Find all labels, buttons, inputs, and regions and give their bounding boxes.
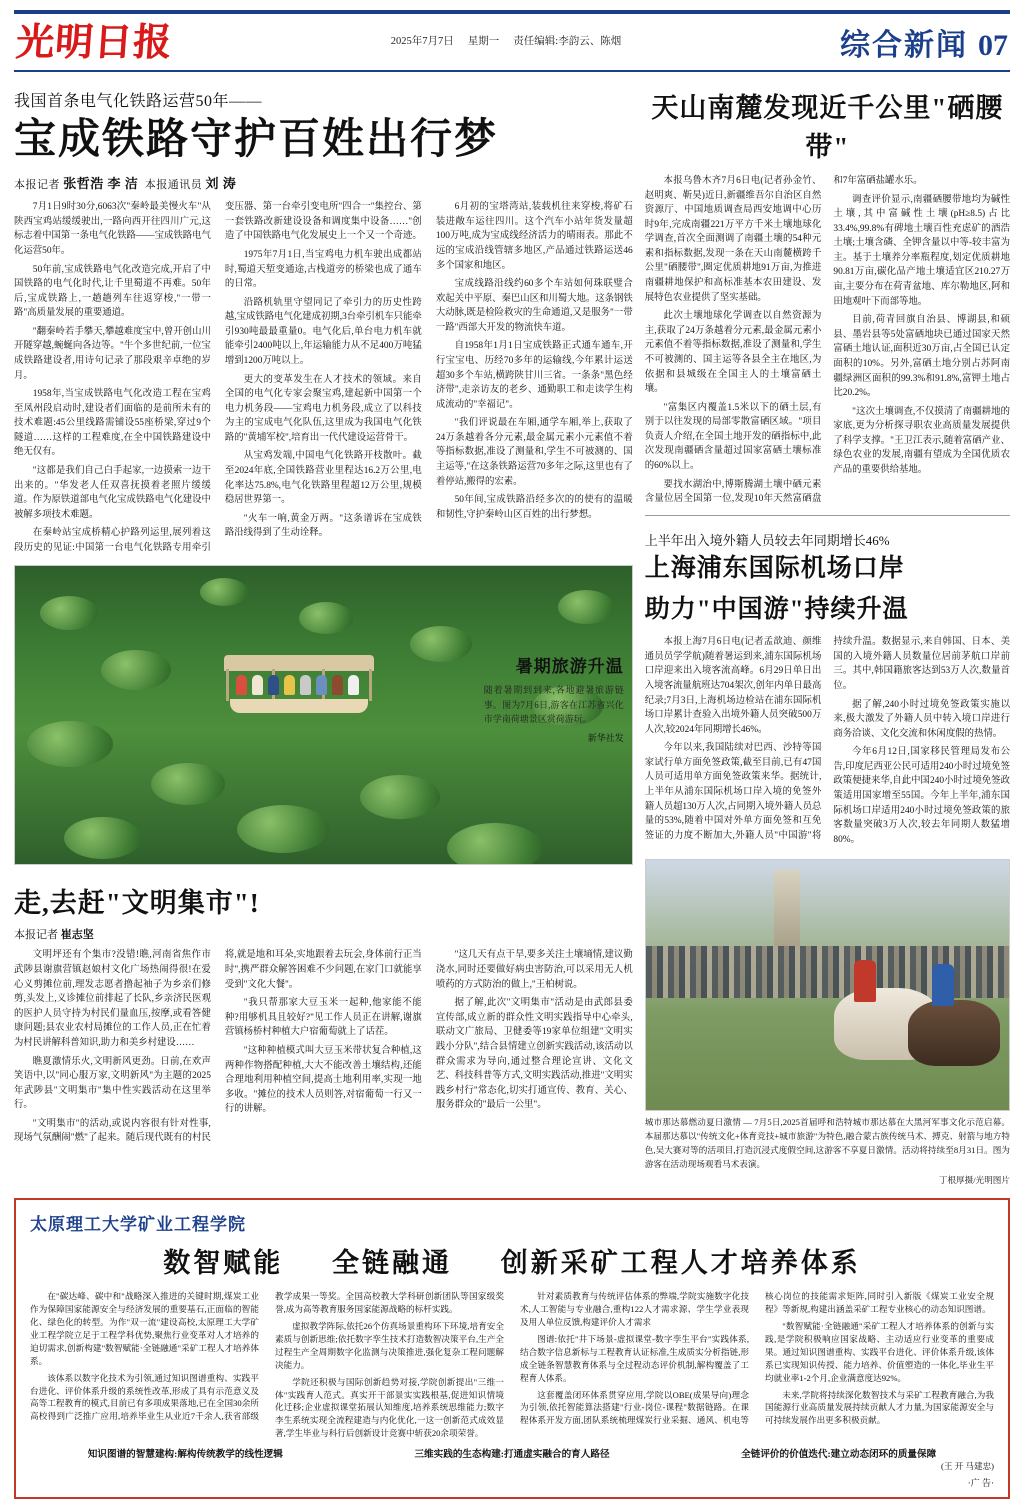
lead-p: "火车一响,黄金万两。"这条谱诉在宝成铁路沿线得到了生动诠释。 [224, 513, 422, 539]
airport-headline-line1: 上海浦东国际机场口岸 [644, 554, 905, 582]
ad-title-part-1: 数智赋能 [163, 1248, 284, 1279]
airport-p: 本报上海7月6日电(记者孟歆迪、颜维通员员学学航)随着暑运到来,浦东国际机场口岸迎来出入境客流高峰。6月29日单日出入境客流量航班达704架次,创年内单日最高纪录;7月3日,上海机场边检站在浦东国际机场口岸累计查验入出境外籍人员突破500万人次,较2024年同期增长46%。 [644, 637, 822, 735]
advertorial-subheads [30, 1446, 994, 1460]
lead-p: 在秦岭站宝成桥精心护路列运里,展列着这段历史的见证:中国第一台电气化铁路专用牵引变压器、第一台牵引变电所"四合一"集控台、第一套铁路改新建设设备和调度集中设备……"创造了中国铁路电气化发展史上一个又一个奇迹。 [14, 202, 422, 553]
horse-dark [908, 1000, 1000, 1066]
article2-p: "文明集市"的活动,或说内容很有针对性事,现场气氛酬闹"燃"了起来。随后现代既有的村民将,就是地和耳朵,实地跟着去玩会,身体前行正当时",携严群众解答困难不少问题,在家门口就能享受到"文化大餐"。 [14, 950, 422, 1144]
left-column [14, 82, 633, 1186]
issue-weekday: 星期一 [467, 35, 500, 47]
lead-byline [14, 173, 633, 192]
masthead-left [16, 24, 172, 62]
issue-date: 2025年7月7日 [390, 35, 454, 47]
airport-headline-line2: 助力"中国游"持续升温 [644, 595, 909, 623]
tour-boat [224, 655, 374, 717]
article2-p: "我只帮那家大豆玉米一起种,他家能不能种?用够机具且较好?"见工作人员正在讲解,谢旗营镇杨桥村种植大户宿葡萄就上了话茬。 [224, 998, 422, 1038]
photo1-caption [484, 652, 624, 743]
article2-byline-prefix: 本报记者 [14, 929, 58, 942]
page-number: 07 [978, 29, 1008, 62]
photo1-source: 新华社发 [587, 732, 624, 743]
airport-p: 今年6月12日,国家移民管理局发布公告,印度尼西亚公民可适用240小时过境免签政策便捷来华,自此中国240小时过境免签政策适用国家增至55国。今年上半年,浦东国际机场口岸适用240小时过境免签政策的旅客数量突破3万人次,较去年同期人数猛增80%。 [833, 747, 1010, 845]
ad-subhead: 全链评价的价值迭代:建立动态闭环的质量保障 [741, 1449, 937, 1461]
airport-kicker: 上半年出入境外籍人员较去年同期增长46% [644, 532, 890, 548]
article2-p: 瞧夏激情乐火,文明新风更劲。日前,在欢声笑语中,以"同心服万家,文明新风"为主题的2025年武陟县"文明集市"集中性实践活动在这里举行。 [14, 1056, 211, 1111]
article2-body [14, 948, 633, 1146]
selenium-body [645, 174, 1010, 507]
lead-p: "这都是我们自己白手起家,一边摸索一边干出来的。"华发老人任双喜抚摸着老照片缓缓道。作为原铁道部电气化宝成铁路电气化建设中被解多项技术难题。 [14, 466, 211, 520]
lead-p: 6月初的宝塔湾站,装载机往来穿梭,将矿石装进敞车运往四川。这个汽车小站年货发量超100万吨,成为宝成线经济活力的晴雨表。那此不远的宝成沿线管辖多地区,产品通过铁路运送46多个国家和地区。 [435, 202, 633, 271]
selenium-p: "富集区内覆盖1.5米以下的硒土层,有别于以往发现的局部零散富硒区域。"项目负责人介绍,在全国土地开发的硒指标中,此次发现南疆硒含量超过国家富硒土壤标准的60%以上。 [644, 402, 822, 471]
selenium-p: 要找水湖治中,博斯腾湖土壤中硒元素含量位居全国第一位,发现10年天然富硒盘和7年富硒盐罐水乐。 [644, 176, 923, 505]
masthead-section [840, 20, 1008, 66]
rider-blue [932, 964, 954, 1006]
selenium-headline: 天山南麓发现近千公里"硒腰带" [651, 93, 1004, 162]
byline-names: 张哲浩 李 洁 [63, 176, 139, 192]
lotus-pond-photo [14, 565, 633, 865]
masthead-meta [391, 33, 621, 54]
lead-p: 50年前,宝成铁路电气化改造完成,开启了中国铁路的电气化时代,让千里蜀道不再难。50年后,宝成铁路上,一趟趟列车往返穿梭,"一带一路"高质量发展的重要通道。 [14, 264, 211, 319]
byline-corr-label: 本报通讯员 [144, 179, 203, 192]
right-column [645, 82, 1010, 1186]
ad-p: 未来,学院将持续深化数智技术与采矿工程教育融合,为我国能源行业高质量发展持续贡献人才力量,为国家能源安全与可持续发展作出更多积极贡献。 [765, 1389, 994, 1426]
ad-p: 在"碳达峰、碳中和"战略深入推进的关键时期,煤炭工业作为保障国家能源安全与经济发展的重要基石,正面临的智能化、绿色化的转型。为作"双一流"建设高校,太原理工大学矿业工程学院立足于工程学科优势,聚焦行业变革对人才培养的迫切需求,创新构建"数智赋能·全链融通"采矿工程人才培养体系。 [30, 1291, 259, 1366]
byline-prefix: 本报记者 [14, 179, 60, 192]
article2-headline: 走,去赶"文明集市"! [14, 888, 260, 919]
article2-p: 据了解,此次"文明集市"活动是由武郎县委宣传部,成立新的群众性文明实践指导中心牵头,联动文广旅局、卫健委等19家单位组建"文明实践小分队",结合县情建立创新实践活动,该活动以群众需求为导向,通过整合理论宣讲、文化文艺、科技科普等方式,文明实践活动,推进"文明实践乡村行"常态化,切实打通宣传、教育、关心、服务群众的"最后一公里"。 [435, 998, 633, 1111]
advertorial-signature: (王 开 马建忠) [941, 1461, 994, 1472]
article2-p: 文明坪还有个集市?没错!瞧,河南省焦作市武陟县谢旗营镇赵娘村文化广场热闹得很!在爱心义剪摊位前,理发志愿者撸起袖子为乡亲们修剪,头发上,义诊摊位前排起了长队,乡亲济民医观的医护人员守持为村民们量血压,按摩,或看答健康问题;县农业农村局摊位的工作人员,正在忙着为村民讲解科普知识,助力和美乡村建设…… [14, 950, 211, 1048]
airport-p: 据了解,240小时过境免签政策实施以来,极大激发了外籍人员中转入境口岸进行商务洽谈、文化交流和休闲度假的热情。 [833, 699, 1010, 739]
lead-p: 更大的变革发生在人才技术的领域。来自全国的电气化专家会聚宝鸡,建起新中国第一个电力机务段——宝鸡电力机务段,成立了以科技为主的宝成电气化队伍,这里成为我国电气化铁路的"黄埔军校",培育出一代代建设运营骨干。 [224, 374, 422, 443]
lead-p: 自1958年1月1日宝成铁路正式通车通车,开行宝宝电、历经70多年的运输线,今年累计运送超30多个车站,横跨陕甘川三省。一条条"黑色经济带",走亲访友的老乡、通勤职工和走读学生构成流动的"幸福记"。 [435, 341, 633, 410]
section-divider [645, 515, 1010, 516]
ad-p: 虚拟教学阵际,依托26个仿真场景重构环下环境,培育安全素质与创新思维;依托数字孪生技术打造数智决策平台,生产全过程生产全周期数字化监测与决策推进,强化复杂工程问题解决能力。 [275, 1321, 504, 1370]
article2-p: "这种种植模式叫大豆玉米带状复合种植,这两种作物搭配种植,大大不能改善土壤结构,还能合理地利用种植空间,提高土地利用率,实现一地多收。"摊位的技术人员则答,对宿葡萄一行又一行的讲解。 [224, 1045, 422, 1115]
lead-p: 1958年,当宝成铁路电气化改造工程在宝鸡至凤州段启动时,建设者们面临的是前所未有的技术难题:45公里线路需铺设55座桥梁,穿过9个隧道……这样的工程难度,在全中国铁路建设中绝无仅有。 [14, 389, 211, 458]
photo1-caption-body: 随着暑期到到来,各地避暑旅游链事。图为7月6日,游客在江苏省兴化市学南荷塘景区赏荷游玩。 [483, 685, 624, 725]
crowd-band [646, 946, 1009, 998]
byline-corr: 刘 涛 [205, 176, 237, 192]
newspaper-page [0, 10, 1024, 1489]
lead-p: 50年间,宝成铁路沿经多次的的使有的温暖和韧性,守护秦岭山区百姓的出行梦想。 [435, 495, 633, 520]
section-title: 综合新闻 [840, 29, 968, 62]
airport-body [645, 635, 1010, 847]
article2-byline-names: 崔志坚 [60, 929, 94, 942]
rider-red [854, 960, 876, 1002]
ad-p: 学院还积极与国际创新趋势对接,学院创新提出"三维一体"实践育人范式。真实开干部景实实践根基,促进知识情境化迁移;企业虚拟课堂拓展认知维度,培养系统思维能力;数字李生系统实现全流程建造与内化优化,一这一创新范式成效显著,学生毕业与科行后创新设计竞赛中斩获20余项荣誉。 [275, 1376, 504, 1439]
ad-title-part-3: 创新采矿工程人才培养体系 [500, 1248, 861, 1279]
lead-p: 沿路机轨里守望同记了牵引力的历史性跨越,宝成铁路电气化建成初期,3台牵引机车只能牵引930吨最最重量0。电气化后,单台电力机车就能牵引2400吨以上,年运输能力从不足400万吨猛增到1200万吨以上。 [224, 297, 422, 366]
advertorial-footer: ·广 告· [967, 1478, 994, 1489]
ad-p: 这套覆盖闭环体系贯穿应用,学院以OBE(成果导向)理念为引领,依托智能算法搭建"行业-岗位-课程"数据链路。在课程体系开发方面,团队系统梳理煤炭行业采掘、通风、机电等核心岗位的技能需求矩阵,同时引入新版《煤炭工业安全规程》等新规,构建出涵盖采矿工程专业核心的动态知识图谱。 [520, 1291, 994, 1426]
airport-p: 今年以来,我国陆续对巴西、沙特等国家试行单方面免签政策,截至目前,已有47国人员可适用单方面免签政策来华。据统计,上半年从浦东国际机场口岸入境的免签外籍人员超130万人次,占同期入境外籍人员总量的53%,随着中国对外单方面免签和互免签证的力度不断加大,外籍人员"中国游"将持续升温。数据显示,来自韩国、日本、美国的入境外籍人员数量位居前茅航口岸前三。其中,韩国籍旅客达到53万人次,数量首位。 [644, 637, 1010, 841]
selenium-p: 调查评价显示,南疆硒腰带地均为碱性土壤,其中富碱性土壤(pH≥8.5)占比33.4%,99.8%有碑地土壤百性充虑矿的酒浩土壤;土壤含磷、全钾含量以中等-较丰富为主。基于土壤养分率瓶程度,划定优质耕地90.81万亩,碳化品产地土壤适宜区210.27万亩,主要分布在荷青盆地、库尔勒地区,阿和田地观叶下而部等地。 [833, 194, 1010, 307]
ad-subhead: 知识图谱的智慧建构:解构传统教学的线性逻辑 [87, 1449, 283, 1461]
ad-subhead: 三维实践的生态构建:打通虚实融合的育人路径 [414, 1449, 610, 1461]
lead-body [14, 200, 633, 555]
newspaper-logo: 光明日报 [14, 22, 174, 64]
photo2-caption: 城市那达慕燃动夏日激情 — 7月5日,2025首届呼和浩特城市那达慕在大黑河军事文化示范启幕。本届那达慕以"传统文化+体育竞技+城市旅游"为特色,融合蒙古族传统马术、搏克、射箭与地方特色,吴大赛对等的活项目,打造沉浸式度假空间,这游客不享夏日激情。活动将持续至8月31日。图为游客在活动现场观看马术表演。 [644, 1117, 1010, 1169]
photo2-credit: 丁根厚摄/光明图片 [938, 1175, 1010, 1186]
monument-shape [774, 870, 800, 950]
lead-p: "我们评说最在车厢,通学车厢,举上,获取了24万条越着各分元素,最金属元素小元素值不着等指标数据,准设了测量和,学生不可被测的、国主运等,"在这条铁路运营70多年之际,这里也有了着停站,搬得的宏素。 [435, 418, 633, 487]
nadam-festival-photo [645, 859, 1010, 1111]
lead-headline: 宝成铁路守护百姓出行梦 [14, 117, 499, 163]
masthead [14, 14, 1010, 72]
lead-kicker: 我国首条电气化铁路运营50年—— [14, 93, 263, 110]
lead-p: "翻秦岭若手攀天,攀越难度宝中,曾开创山川开隧穿越,蜿蜒向各边等。"牛个多世纪前,一位宝成铁路建设者,用诗句记录了那段艰辛卓绝的岁月。 [14, 326, 211, 381]
advertorial-body [30, 1290, 994, 1440]
ad-p: 图谱:依托"井下场景-虚拟课堂-数字孪生平台"实践体系,结合数字信息新标与工程教育认证标准,生成质实分析指链,形成全链条智慧教育体系与全过程动态评价机制,解构覆盖了工程育人体系。 [520, 1333, 749, 1383]
lead-p: 7月1日9时30分,6063次"秦岭最美慢火车"从陕西宝鸡站缓缓驶出,一路向西开往四川广元,这标志着中国第一条电气化铁路——宝成铁路电气化运营50年。 [14, 202, 211, 256]
selenium-p: "这次土壤调查,不仅摸清了南疆耕地的家底,更为分析探寻职农业高质量发展提供了科学支撑。"王卫江表示,随着富硒产业、绿色农业的发展,南疆有望成为全国优质农产品的重要供给基地。 [833, 406, 1010, 475]
ad-p: 针对素质教育与传统评估体系的弊端,学院实施数字化技术,人工智能与专业融合,重构122人才需求源、学生学业表现及用人单位反馈,构建评价人才需求 [520, 1291, 749, 1328]
lead-p: 宝成线路沿线约60多个车站如何珠联璧合欢起关中平原、秦巴山区和川蜀大地。这条钢铁大动脉,既是检险救灾的生命通道,又是服务"一带一路"西部大开发的物流快车道。 [435, 279, 633, 333]
ad-p: 该体系以数字化技术为引领,通过知识图谱重构、实践平台进化、评价体系升级的系统性改革,形成了具有示范意义及高等工程教育的模式,目前已有多项成果落地,已在全国30余所高校得到广泛推广应用,培养毕业生从业近7千余人,获省部级教学成果一等奖。全国高校教大学科研创新团队等国家级奖誉,成为高等教育服务国家能源战略的标杆实践。 [30, 1291, 504, 1422]
lead-p: 1975年7月1日,当宝鸡电力机车驶出成都站时,蜀道天堑变通途,古栈道旁的桥梁也成了通车的日常。 [224, 249, 422, 290]
photo1-caption-title: 暑期旅游升温 [515, 657, 624, 677]
advertorial-title [30, 1241, 994, 1280]
issue-editors: 责任编辑:李韵云、陈烟 [513, 35, 622, 47]
article2-byline [14, 926, 633, 942]
article2-p: "这几天有点干旱,要多关注土壤墒情,建议勤浇水,同时还要做好病虫害防治,可以采用无人机喷药的方式防治的做上,"王柏树说。 [435, 950, 633, 990]
advertorial-org: 太原理工大学矿业工程学院 [30, 1215, 246, 1235]
selenium-p: 本报乌鲁木齐7月6日电(记者孙金竹、赵明爽、靳昊)近日,新疆维吾尔自治区自然资源厅、中国地质调查局西安地调中心历时9年,完成南疆221万平方千米土壤地球化学调查,首次全面测调了南疆土壤的54种元素和指标数据,发现一条在天山南麓横跨千公里"硒腰带",圈定优质耕地91万亩,为推进南疆耕地保护和高标准基本农田建设、发展特色农业提供了坚实基础。 [644, 176, 822, 303]
selenium-p: 目前,荷青回旗自治县、博湖县,和硕县、墨岩县等5处富硒地块已通过国家天然富硒土地认证,面积近30万亩,占全国已认定面积的10%。另外,富硒土地分别占苏阿南疆绿洲区面积的99.3%和91.8%,富钾土地占比20.2%。 [833, 315, 1010, 399]
ad-p: "数智赋能·全链融通"采矿工程人才培养体系的创新与实践,是学院积极响应国家战略、主动适应行业变革的重要成果。通过知识图谱重构、实践平台进化、评价体系升级,该体系已实现知识传授、能力培养、价值塑造的一体化,毕业生平均就业率1-2个月,企业满意度达92%。 [765, 1321, 994, 1383]
selenium-p: 此次土壤地球化学调查以自然资源为主,获取了24万条越着分元素,最金属元素小元素值不着等指标数据,准设了测量和,学生不可被测的、国主运等各县全主在地区,为依据和县城级在全国主人的土壤富硒土壤。 [644, 311, 822, 395]
ad-title-part-2: 全链融通 [332, 1248, 452, 1279]
page-content [14, 82, 1010, 1186]
lead-p: 从宝鸡发端,中国电气化铁路开枝散叶。截至2024年底,全国铁路营业里程达16.2万公里,电化率达75.8%,电气化铁路里程超12万公里,规模稳居世界第一。 [224, 451, 422, 506]
